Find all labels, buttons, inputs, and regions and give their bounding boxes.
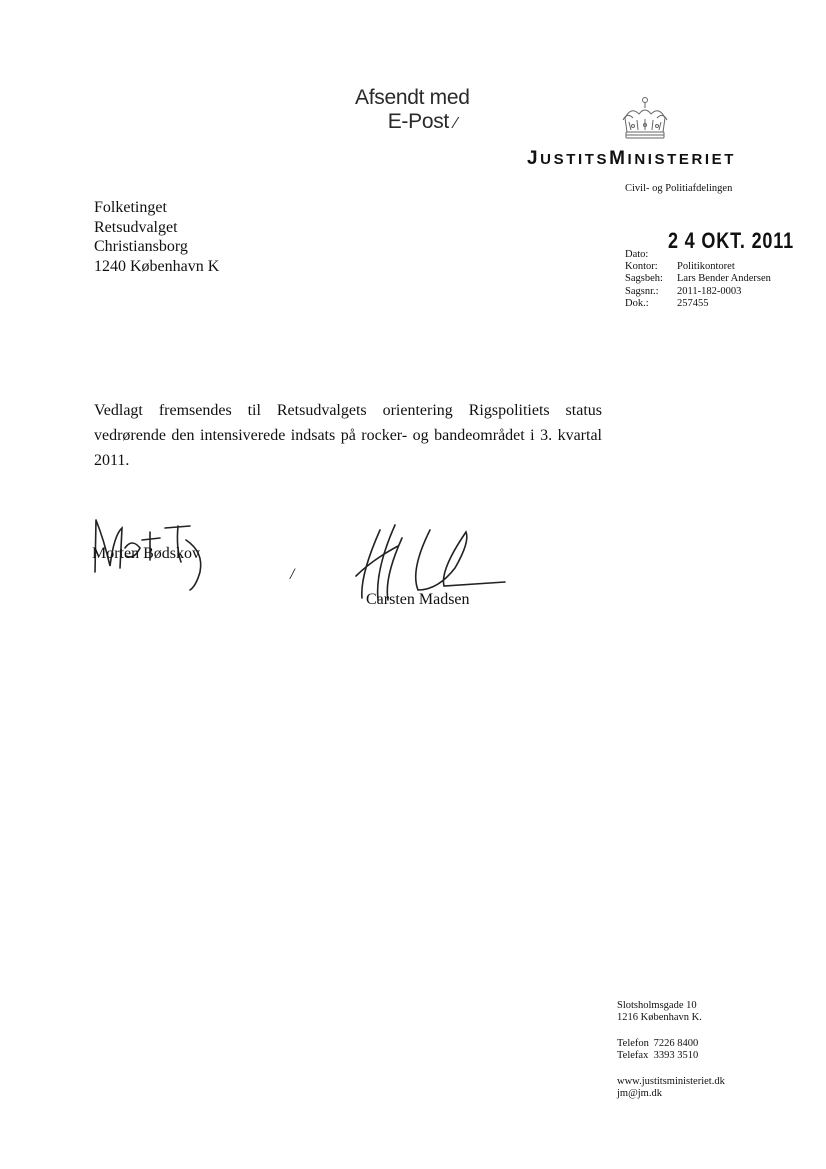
ministry-name-initial2: M <box>609 148 628 169</box>
case-metadata <box>625 249 771 310</box>
meta-row <box>625 298 771 310</box>
stamp-line-1: Afsendt med <box>355 86 470 109</box>
royal-crown-icon <box>617 96 673 144</box>
recipient-line: 1240 København K <box>94 257 220 275</box>
footer-website: www.justitsministeriet.dk <box>617 1075 725 1087</box>
ministry-name-initial: J <box>527 148 541 169</box>
meta-value: 257455 <box>677 297 709 309</box>
phone-number: 7226 8400 <box>653 1037 699 1049</box>
letter-body: Vedlagt fremsendes til Retsudvalgets orientering Rigspolitiets status vedrørende den intensiverede indsats på rocker- og bandeområdet i 3. kvartal 2011. <box>94 402 602 469</box>
footer-phone <box>617 1038 725 1050</box>
meta-row <box>625 249 771 261</box>
stamp-line-2: E-Post ⁄ <box>387 110 457 133</box>
signatory-name-1: Morten Bødskov <box>92 545 200 562</box>
meta-label: Kontor: <box>625 261 658 273</box>
meta-value: Lars Bender Andersen <box>677 273 771 285</box>
meta-value: Politikontoret <box>677 261 735 273</box>
footer-fax <box>617 1050 725 1062</box>
ministry-name-part2: INISTERIET <box>627 151 737 168</box>
stamp-line-2-text: E-Post <box>387 110 449 133</box>
meta-row <box>625 273 771 285</box>
meta-value: 2011-182-0003 <box>677 285 742 297</box>
recipient-line: Christiansborg <box>94 238 188 255</box>
signatory-name-2: Carsten Madsen <box>366 591 470 608</box>
footer-address-line: Slotsholmsgade 10 <box>617 1000 697 1011</box>
ministry-contact-footer <box>617 1000 725 1100</box>
meta-value <box>677 249 771 261</box>
meta-label: Sagsnr.: <box>625 285 659 297</box>
email-sent-stamp <box>355 86 470 136</box>
footer-email: jm@jm.dk <box>617 1088 662 1100</box>
ministry-name-part1: USTITS <box>540 151 610 168</box>
phone-label: Telefon <box>617 1037 649 1049</box>
recipient-line: Retsudvalget <box>94 218 178 236</box>
department-name: Civil- og Politiafdelingen <box>625 183 733 194</box>
fax-number: 3393 3510 <box>653 1050 699 1062</box>
meta-row <box>625 286 771 298</box>
recipient-line: Folketinget <box>94 199 167 216</box>
meta-row <box>625 261 771 273</box>
recipient-address <box>94 198 219 276</box>
footer-address-line: 1216 København K. <box>617 1012 702 1024</box>
ministry-name <box>527 148 736 170</box>
meta-label: Dato: <box>625 249 649 260</box>
fax-label: Telefax <box>617 1050 649 1062</box>
meta-label: Dok.: <box>625 297 649 309</box>
meta-label: Sagsbeh: <box>625 273 663 285</box>
date-stamp: 2 4 OKT. 2011 <box>668 228 794 253</box>
signature-separator: / <box>290 566 295 583</box>
